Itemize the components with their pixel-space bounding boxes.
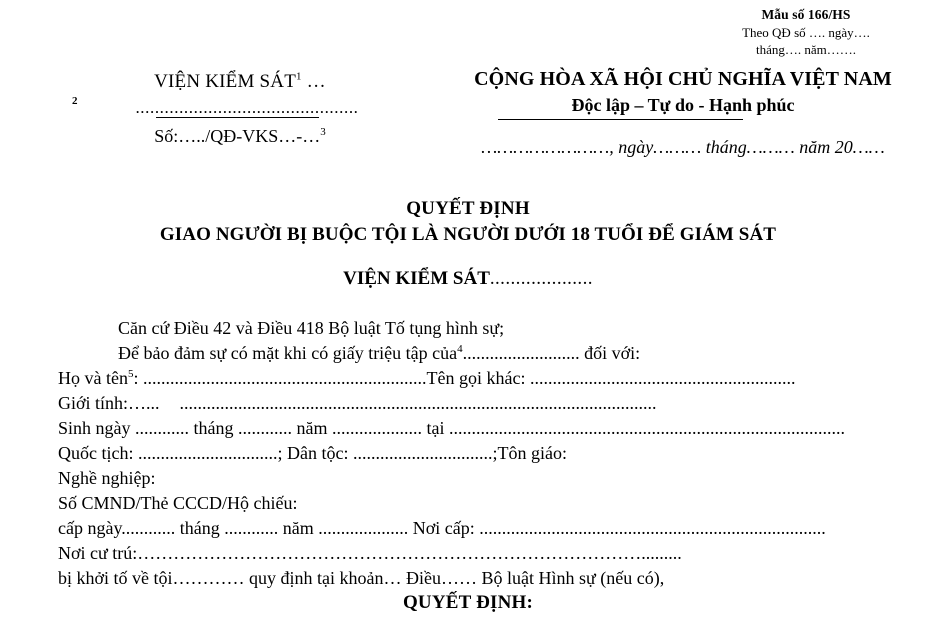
issue-dots: ............................................................................. xyxy=(474,518,826,538)
subject-line xyxy=(0,268,936,290)
gender-dots: .......................................................................................................... xyxy=(179,393,657,413)
full-name-line xyxy=(58,366,890,391)
purpose-footnote-marker: 4 xyxy=(457,343,463,355)
agency-footnote-marker: 1 xyxy=(296,70,302,83)
agency-trailing-dots: … xyxy=(301,71,326,92)
agency-blank-dots: .............................................. xyxy=(135,97,359,117)
alias-dots: ........................................................... xyxy=(525,368,796,388)
agency-name-text: VIỆN KIỂM SÁT xyxy=(154,71,297,92)
issue-line xyxy=(58,516,890,541)
issue-label: cấp ngày............ tháng ............ năm .................... Nơi cấp: xyxy=(58,518,475,538)
charge-line: bị khởi tố về tội………… quy định tại khoản… Điều…… Bộ luật Hình sự (nếu có), xyxy=(58,568,665,588)
legal-basis-line: Căn cứ Điều 42 và Điều 418 Bộ luật Tố tụng hình sự; xyxy=(118,318,505,338)
full-name-footnote-marker: 5 xyxy=(127,368,134,380)
dateline: ……………………, ngày……… tháng……… năm 20…… xyxy=(481,136,885,157)
birth-line xyxy=(58,416,890,441)
form-code-line1: Theo QĐ số …. ngày…. xyxy=(742,24,870,40)
document-title-line1: QUYẾT ĐỊNH xyxy=(406,198,530,219)
national-name: CỘNG HÒA XÃ HỘI CHỦ NGHĨA VIỆT NAM xyxy=(474,68,892,90)
decide-heading: QUYẾT ĐỊNH: xyxy=(402,592,534,613)
purpose-text: Để bảo đảm sự có mặt khi có giấy triệu tập của xyxy=(118,343,458,363)
full-name-label: Họ và tên xyxy=(58,368,128,388)
id-document-line: Số CMND/Thẻ CCCD/Hộ chiếu: xyxy=(58,493,298,513)
alias-label: Tên gọi khác: xyxy=(426,368,526,388)
agency-name xyxy=(60,70,420,95)
header-right-national-block xyxy=(430,66,936,159)
form-code-block xyxy=(676,6,936,58)
subject-dots: .................... xyxy=(489,268,593,289)
agency-blank-rule xyxy=(156,117,319,118)
document-body xyxy=(58,316,890,591)
document-title-block xyxy=(0,198,936,246)
motto-rule xyxy=(498,119,743,120)
gender-line xyxy=(58,391,890,416)
occupation-line: Nghề nghiệp: xyxy=(58,468,156,488)
document-number xyxy=(60,125,420,148)
agency-blank-line xyxy=(60,94,420,119)
document-number-text: Số:…../QĐ-VKS…-… xyxy=(154,125,321,146)
agency-blank-footnote-marker: 2 xyxy=(72,94,78,107)
subject-label: VIỆN KIỂM SÁT xyxy=(343,268,490,289)
form-code-title: Mẫu số 166/HS xyxy=(761,7,851,22)
header-left-agency-block xyxy=(60,70,420,148)
form-code-line2: tháng…. năm……. xyxy=(755,41,856,57)
birth-dots: ........................................................................................ xyxy=(444,418,845,438)
gender-label: Giới tính:…... xyxy=(58,393,160,413)
nationality-line: Quốc tịch: ...............................; Dân tộc: ...............................;Tôn giáo: xyxy=(58,443,567,463)
document-number-footnote-marker: 3 xyxy=(320,125,326,138)
document-title-line2: GIAO NGƯỜI BỊ BUỘC TỘI LÀ NGƯỜI DƯỚI 18 TUỔI ĐỂ GIÁM SÁT xyxy=(159,224,777,245)
purpose-suffix: đối với: xyxy=(579,343,641,363)
purpose-line xyxy=(58,341,890,366)
purpose-dots: .......................... xyxy=(462,343,580,363)
full-name-dots: : ............................................................... xyxy=(133,368,427,388)
residence-line: Nơi cư trú:…………………………………………………………………………......... xyxy=(58,543,682,563)
birth-label: Sinh ngày ............ tháng ............ năm .................... tại xyxy=(58,418,445,438)
national-motto: Độc lập – Tự do - Hạnh phúc xyxy=(571,95,795,115)
